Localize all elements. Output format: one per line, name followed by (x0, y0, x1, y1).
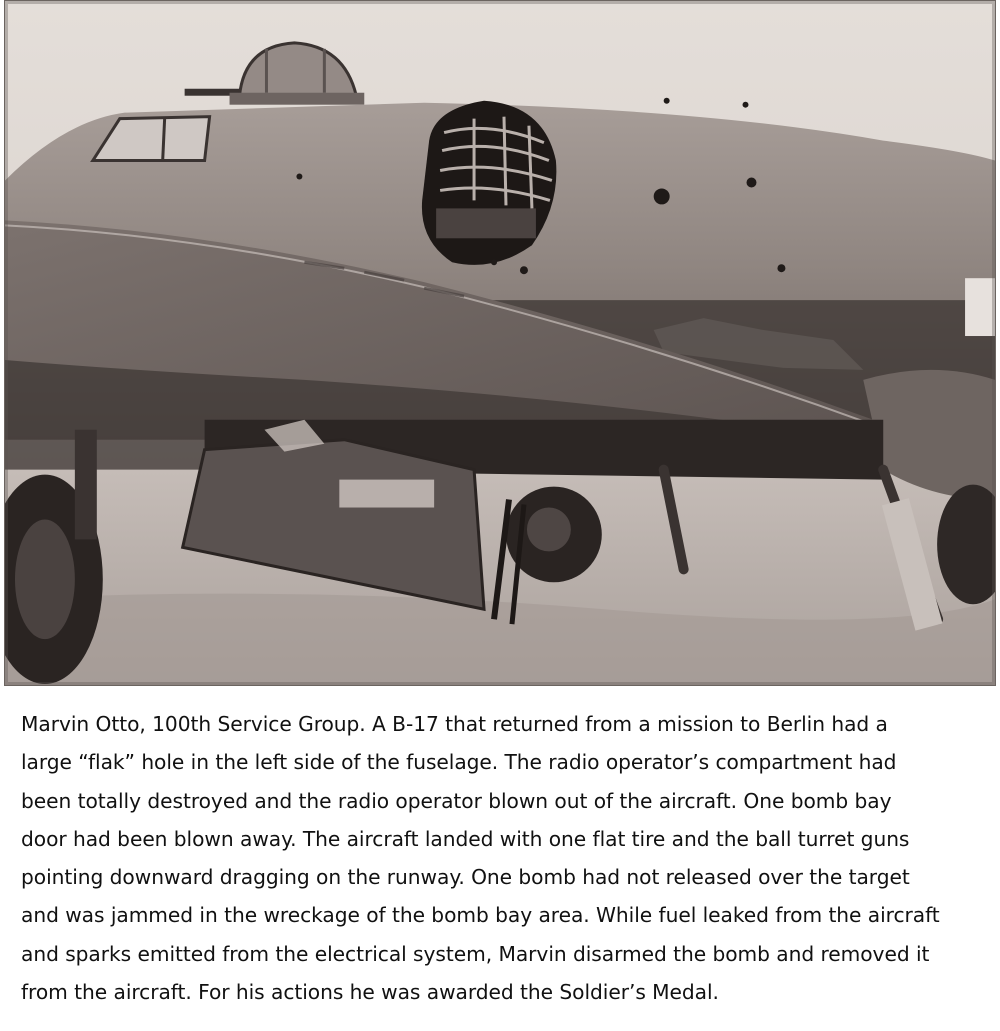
aircraft-photo (4, 0, 996, 686)
aircraft-photo-illustration (5, 1, 995, 685)
caption-line: door had been blown away. The aircraft landed with one flat tire and the ball turret guns (21, 826, 910, 851)
caption-line: and was jammed in the wreckage of the bomb bay area. While fuel leaked from the aircraft (21, 903, 940, 928)
caption-line: pointing downward dragging on the runway. One bomb had not released over the target (21, 865, 910, 890)
caption-line: been totally destroyed and the radio operator blown out of the aircraft. One bomb bay (21, 788, 892, 813)
caption-line: and sparks emitted from the electrical system, Marvin disarmed the bomb and removed it (21, 941, 930, 966)
caption-line: Marvin Otto, 100th Service Group. A B-17 that returned from a mission to Berlin had a (21, 712, 888, 736)
caption-line: from the aircraft. For his actions he was awarded the Soldier’s Medal. (21, 980, 719, 1005)
photo-caption (21, 705, 987, 1011)
caption-line: large “flak” hole in the left side of the fuselage. The radio operator’s compartment had (21, 750, 897, 775)
